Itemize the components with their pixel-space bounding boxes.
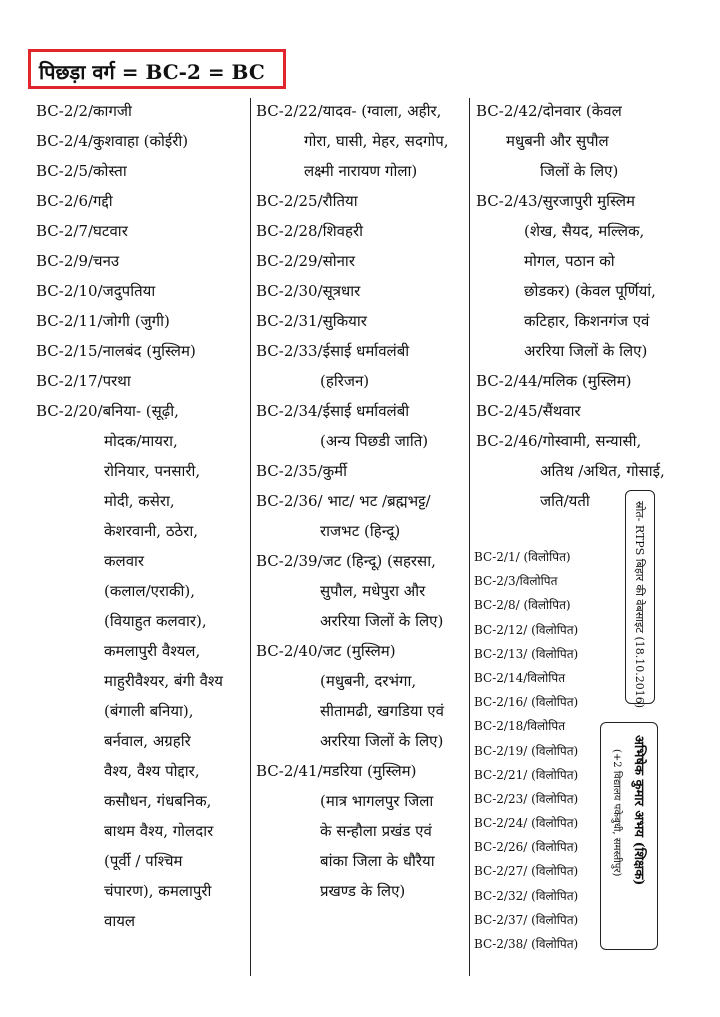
list-item: BC-2/2/कागजी	[36, 102, 132, 120]
list-item: BC-2/5/कोस्ता	[36, 162, 127, 180]
list-item: BC-2/17/परथा	[36, 372, 131, 390]
title-box	[28, 49, 286, 89]
list-item-continuation: कटिहार, किशनगंज एवं	[524, 312, 650, 330]
column-divider-1	[250, 98, 251, 976]
list-item-continuation: मोदी, कसेरा,	[104, 492, 175, 510]
list-item: BC-2/9/चनउ	[36, 252, 120, 270]
list-item: BC-2/36/ भाट/ भट /ब्रह्मभट्ट/	[256, 492, 431, 510]
deleted-entry: BC-2/3/विलोपित	[474, 574, 558, 589]
list-item-continuation: अररिया जिलों के लिए)	[320, 732, 444, 750]
deleted-entry: BC-2/13/ (विलोपित)	[474, 646, 579, 661]
list-item: BC-2/28/शिवहरी	[256, 222, 363, 240]
list-item: BC-2/42/दोनवार (केवल	[476, 102, 622, 120]
deleted-entry: BC-2/32/ (विलोपित)	[474, 888, 579, 903]
list-item-continuation: (शेख, सैयद, मल्लिक,	[524, 222, 645, 240]
list-item-continuation: मधुबनी और सुपौल	[506, 132, 609, 150]
author-box	[600, 722, 658, 950]
list-item: BC-2/40/जट (मुस्लिम)	[256, 642, 396, 660]
caste-column-3	[476, 96, 698, 516]
list-item-continuation: (हरिजन)	[320, 372, 370, 390]
column-divider-2	[469, 98, 470, 976]
list-item-continuation: कसौधन, गंधबनिक,	[104, 792, 212, 810]
list-item-continuation: अतिथ /अथित, गोसाई,	[540, 462, 665, 480]
list-item-continuation: छोडकर) (केवल पूर्णियां,	[524, 282, 656, 300]
caste-column-2	[256, 96, 466, 906]
list-item-continuation: माहुरीवैश्यर, बंगी वैश्य	[104, 672, 224, 690]
list-item: BC-2/33/ईसाई धर्मावलंबी	[256, 342, 410, 360]
list-item: BC-2/15/नालबंद (मुस्लिम)	[36, 342, 196, 360]
list-item-continuation: मोदक/मायरा,	[104, 432, 178, 450]
list-item: BC-2/46/गोस्वामी, सन्यासी,	[476, 432, 642, 450]
author-name: अभिषेक कुमार अभय (शिक्षक)	[631, 735, 646, 886]
list-item-continuation: जिलों के लिए)	[540, 162, 619, 180]
list-item: BC-2/4/कुशवाहा (कोईरी)	[36, 132, 189, 150]
deleted-entry: BC-2/26/ (विलोपित)	[474, 840, 579, 855]
list-item: BC-2/31/सुकियार	[256, 312, 367, 330]
list-item: BC-2/39/जट (हिन्दू) (सहरसा,	[256, 552, 436, 570]
list-item: BC-2/7/घटवार	[36, 222, 128, 240]
list-item-continuation: कमलापुरी वैश्यल,	[104, 642, 201, 660]
deleted-entry: BC-2/18/विलोपित	[474, 719, 566, 734]
list-item-continuation: सीतामढी, खगडिया एवं	[320, 702, 444, 720]
list-item-continuation: लक्ष्मी नारायण गोला)	[304, 162, 418, 180]
list-item: BC-2/35/कुर्मी	[256, 462, 347, 480]
deleted-entry: BC-2/1/ (विलोपित)	[474, 550, 571, 564]
list-item-continuation: बांका जिला के धौरैया	[320, 852, 435, 870]
list-item: BC-2/44/मलिक (मुस्लिम)	[476, 372, 632, 390]
list-item-continuation: रोनियार, पनसारी,	[104, 462, 201, 480]
list-item-continuation: (मधुबनी, दरभंगा,	[320, 672, 417, 690]
list-item: BC-2/43/सुरजापुरी मुस्लिम	[476, 192, 636, 210]
list-item-continuation: जति/यती	[540, 492, 590, 510]
list-item-continuation: वायल	[104, 912, 136, 930]
deleted-entry: BC-2/38/ (विलोपित)	[474, 937, 579, 951]
list-item-continuation: अररिया जिलों के लिए)	[524, 342, 648, 360]
list-item-continuation: चंपारण), कमलापुरी	[104, 882, 212, 900]
list-item: BC-2/45/सैंथवार	[476, 402, 581, 420]
list-item: BC-2/41/मडरिया (मुस्लिम)	[256, 762, 417, 780]
list-item-continuation: राजभट (हिन्दू)	[320, 522, 401, 540]
deleted-entries-list	[474, 545, 578, 956]
deleted-entry: BC-2/8/ (विलोपित)	[474, 598, 571, 613]
source-note-box	[625, 490, 655, 709]
deleted-entry: BC-2/12/ (विलोपित)	[474, 622, 579, 637]
list-item: BC-2/29/सोनार	[256, 252, 355, 270]
list-item-continuation: (अन्य पिछडी जाति)	[320, 432, 429, 450]
deleted-entry: BC-2/23/ (विलोपित)	[474, 791, 579, 806]
deleted-entry: BC-2/24/ (विलोपित)	[474, 816, 579, 831]
list-item-continuation: केशरवानी, ठठेरा,	[104, 522, 199, 540]
deleted-entry: BC-2/16/ (विलोपित)	[474, 695, 579, 710]
list-item-continuation: (पूर्वी / पश्चिम	[104, 852, 183, 870]
list-item: BC-2/34/ईसाई धर्मावलंबी	[256, 402, 410, 420]
author-institution: (+2 विद्यालय पकेबुधी, समस्तीपुर)	[611, 749, 622, 877]
list-item: BC-2/25/रौतिया	[256, 192, 358, 210]
list-item: BC-2/11/जोगी (जुगी)	[36, 312, 170, 330]
list-item-continuation: (बंगाली बनिया),	[104, 702, 194, 720]
list-item: BC-2/10/जदुपतिया	[36, 282, 156, 300]
list-item-continuation: कलवार	[104, 552, 145, 570]
list-item: BC-2/22/यादव- (ग्वाला, अहीर,	[256, 102, 442, 120]
deleted-entry: BC-2/19/ (विलोपित)	[474, 743, 579, 758]
list-item-continuation: (वियाहुत कलवार),	[104, 612, 207, 630]
list-item: BC-2/6/गद्दी	[36, 192, 113, 210]
list-item-continuation: वैश्य, वैश्य पोद्दार,	[104, 762, 200, 780]
deleted-entry: BC-2/37/ (विलोपित)	[474, 912, 579, 927]
page-title: पिछड़ा वर्ग = BC-2 = BC	[39, 60, 265, 84]
list-item-continuation: मोगल, पठान को	[524, 252, 615, 270]
deleted-entry: BC-2/14/विलोपित	[474, 670, 566, 685]
list-item-continuation: (कलाल/एराकी),	[104, 582, 195, 600]
list-item: BC-2/30/सूत्रधार	[256, 282, 361, 300]
caste-column-1	[36, 96, 246, 936]
list-item-continuation: अररिया जिलों के लिए)	[320, 612, 444, 630]
source-note: स्रोत- RTPS बिहार की वेबसाइट (18.10.2016)	[633, 501, 646, 709]
deleted-entry: BC-2/21/ (विलोपित)	[474, 767, 579, 782]
list-item-continuation: सुपौल, मधेपुरा और	[320, 582, 426, 600]
list-item-continuation: प्रखण्ड के लिए)	[320, 882, 406, 900]
list-item-continuation: गोरा, घासी, मेहर, सदगोप,	[304, 132, 449, 150]
list-item-continuation: बाथम वैश्य, गोलदार	[104, 822, 214, 840]
list-item: BC-2/20/बनिया- (सूढ़ी,	[36, 402, 179, 420]
list-item-continuation: बर्नवाल, अग्रहरि	[104, 732, 191, 750]
deleted-entry: BC-2/27/ (विलोपित)	[474, 864, 579, 879]
list-item-continuation: के सन्हौला प्रखंड एवं	[320, 822, 432, 840]
list-item-continuation: (मात्र भागलपुर जिला	[320, 792, 434, 810]
